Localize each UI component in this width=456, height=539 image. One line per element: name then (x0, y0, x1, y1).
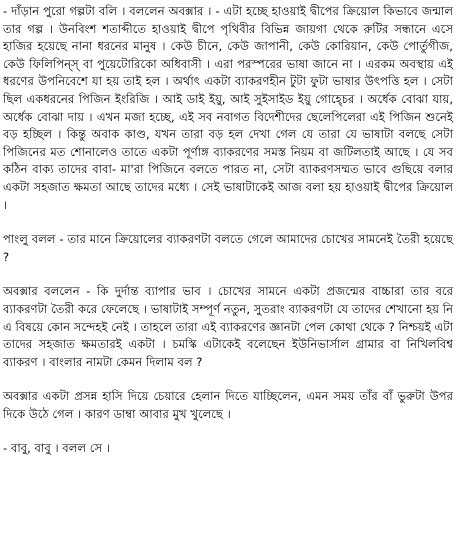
paragraph-universal-grammar: অবক্সার বললেন - কি দুর্দান্ত ব্যাপার ভাব । চোখের সামনে একটা প্রজন্মের বাচ্চারা তার বরে ব্যাকরণটা তৈরী করে ফেলেছে । ভাষাটাই সম্পূর্ণ নতুন, সুতরাং ব্যাকরণটা যে তাদের শেখানো হয় নি এ বিষয়ে কোন সন্দেহই নেই । তাহলে তারা এই ব্যাকরণের জ্ঞানটা পেল কোথা থেকে ? নিশ্চয়ই এটা তাদের সহজাত ক্ষমতারই একটা । চমস্কি এটাকেই বলেছেন ইউনিভার্সাল গ্রামার বা নিখিলবিশ্ব ব্যাকরণ । বাংলার নামটা কেমন দিলাম বল ? (3, 284, 453, 369)
paragraph-gap (3, 214, 453, 231)
paragraph-panglu-question: পাংলু বলল - তার মানে ক্রিয়োলের ব্যাকরণটা বলতে গেলে আমাদের চোখের সামনেই তৈরী হয়েছে ? (3, 232, 453, 264)
paragraph-babu: - বাবু, বাবু । বলল সে । (3, 441, 110, 456)
paragraph-story: - দাঁড়ান পুরো গল্পটা বলি । বললেন অবক্সার । - এটা হচ্ছে হাওয়াই দ্বীপের ক্রিয়োল কিভাবে জন্মাল তার গল্প । উনবিংশ শতাব্দীতে হাওয়াই দ্বীপে পৃথিবীর বিভিন্ন জায়গা থেকে রুটির সন্ধানে এসে হাজির হয়েছে নানা ধরনের মানুষ । কেউ চীনে, কেউ জাপানী, কেউ কোরিয়ান, কেউ পোর্তুগীজ, কেউ ফিলিপিন্স্ বা পুয়েটোরিকো অধিবাসী । এরা পরস্পরের ভাষা জানে না । এরকম অবস্থায় এই ধরণের উপনিবেশে যা হয় তাই হল । অর্থাৎ একটা ব্যাকরণহীন টুটা ফুটা ভাষার উৎপত্তি হল । সেটা ছিল একধরনের পিজিন ইংরিজি । আই ডাই ইয়ু, আই সুইসাইড ইয়ু গোহ্চের । অর্ধেক বোঝা যায়, অর্ধেক বোঝা দায় । এখন মজা হচ্ছে, এই সব নবাগত বিদেশীদের ছেলেপিলেরা এই পিজিন শুনেই বড় হচ্ছিল । কিন্তু অবাক কাণ্ড, যখন তারা বড় হল দেখা গেল যে তারা যে ভাষাটা বলছে সেটা পিজিনের মত শোনালেও তাতে একটা পূর্ণাঙ্গ ব্যাকরণের সমস্ত নিয়ম বা জটিলতাই আছে । যে সব কঠিন বাক্য তাদের বাবা- মা'রা পিজিনে বলতে পারত না, সেটা ব্যাকরণসম্মত ভাবে গুছিয়ে বলার একটা সহজাত ক্ষমতা আছে তাদের মধ্যে । সেই ভাষাটাকেই আজ বলা হয় হাওয়াই দ্বীপের ক্রিয়োল । (3, 4, 453, 212)
paragraph-dumba-speaks: অবক্সার একটা প্রসন্ন হাসি দিয়ে চেয়ারে হেলান দিতে যাচ্ছিলেন, এমন সময় তাঁর বাঁ ভুরুটা উপর দিকে উঠে গেল । কারণ ডাম্বা আবার মুখ খুলেছে । (3, 389, 453, 421)
document-page (3, 3, 453, 458)
paragraph-gap (3, 266, 453, 283)
paragraph-gap (3, 371, 453, 388)
paragraph-gap (3, 423, 453, 440)
